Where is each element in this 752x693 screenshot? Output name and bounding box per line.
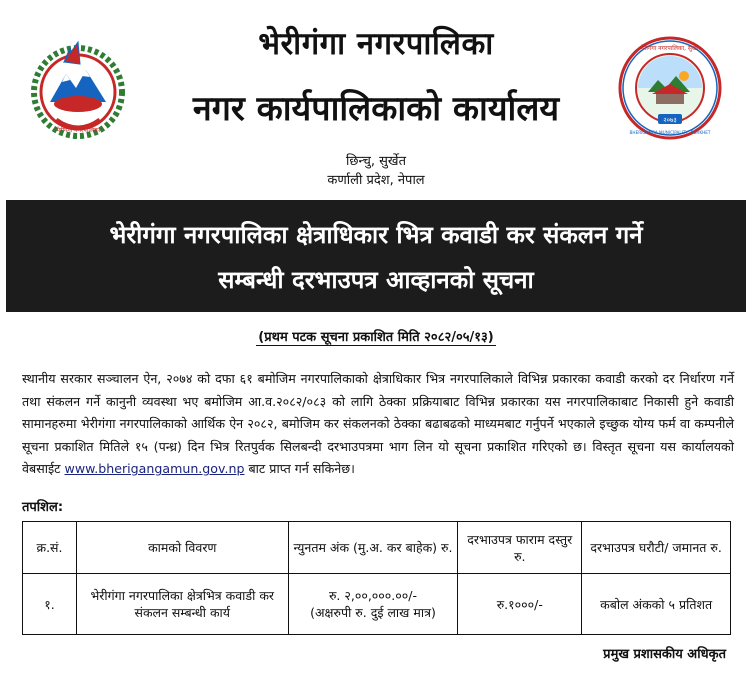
- col-header-sn: क्र.सं.: [23, 522, 77, 574]
- cell-deposit: कबोल अंकको ५ प्रतिशत: [582, 574, 731, 635]
- left-logo-text: भेरीगंगा नगरपालिका: [55, 127, 101, 134]
- signatory-title: प्रमुख प्रशासकीय अधिकृत: [603, 647, 726, 662]
- col-header-form-fee: दरभाउपत्र फाराम दस्तुर रु.: [458, 522, 582, 574]
- municipality-seal-icon: [618, 36, 722, 140]
- notice-title-banner: [6, 200, 746, 312]
- office-title: नगर कार्यपालिकाको कार्यालय: [192, 89, 560, 129]
- cell-min-amount: [288, 574, 458, 635]
- cell-sn: १.: [23, 574, 77, 635]
- cell-description: भेरीगंगा नगरपालिका क्षेत्रभित्र कवाडी कर संकलन सम्बन्धी कार्य: [76, 574, 288, 635]
- details-label: तपशिल:: [22, 500, 64, 515]
- paragraph-text-end: बाट प्राप्त गर्न सकिनेछ।: [248, 461, 355, 477]
- paragraph-text: स्थानीय सरकार सञ्चालन ऐन, २०७४ को दफा ६१ बमोजिम नगरपालिकाको क्षेत्राधिकार भित्र नगरपालिकाले विभिन्न प्रकारका कवाडी करको दर निर्धारण गर्ने तथा संकलन गर्ने कानुनी व्यवस्था भए बमोजिम आ.व.२०८२/०८३ को लागि ठेक्का प्रक्रियाबाट विभिन्न प्रकारका यस नगरपालिकाबाट निकासी हुने कवाडी सामानहरुमा भेरीगंगा नगरपालिकाको आर्थिक ऐन २०८२, बमोजिम कर संकलनको ठेक्का बढाबढको माध्यमबाट गर्नुपर्ने भएकाले इच्छुक योग्य फर्म वा कम्पनीले सूचना प्रकाशित मितिले १५ (पन्ध्र) दिन भित्र रितपुर्वक सिलबन्दी दरभाउपत्रमा भाग लिन यो सूचना प्रकाशित गरिएको छ। विस्तृत सूचना यस कार्यालयको वेबसाईट: [22, 371, 734, 477]
- banner-title-line-1: भेरीगंगा नगरपालिका क्षेत्राधिकार भित्र कवाडी कर संकलन गर्ने: [109, 221, 643, 249]
- cell-form-fee: रु.१०००/-: [458, 574, 582, 635]
- min-amount-figure: रु. २,००,०००.००/-: [328, 588, 418, 603]
- table-header-row: [23, 522, 731, 574]
- address-line-2: कर्णाली प्रदेश, नेपाल: [327, 173, 425, 188]
- seal-year: २०७३: [663, 116, 677, 124]
- publication-date-text: (प्रथम पटक सूचना प्रकाशित मिति २०८२/०५/१३): [258, 330, 494, 345]
- col-header-deposit: दरभाउपत्र घरौटी/ जमानत रु.: [582, 522, 731, 574]
- seal-top-text: भेरीगंगा नगरपालिका, सुर्खेत: [639, 45, 701, 52]
- col-header-description: कामको विवरण: [76, 522, 288, 574]
- seal-bottom-text: BHERIGANGA MUNICIPALITY, SURKHET: [629, 130, 711, 135]
- col-header-min-amount: न्युनतम अंक (मु.अ. कर बाहेक) रु.: [288, 522, 458, 574]
- website-link[interactable]: www.bherigangamun.gov.np: [64, 461, 245, 477]
- municipality-title: भेरीगंगा नगरपालिका: [258, 26, 494, 62]
- table-row: [23, 574, 731, 635]
- address-line-1: छिन्चु, सुर्खेत: [346, 154, 406, 169]
- letterhead: [0, 0, 752, 200]
- publication-date: [0, 327, 752, 345]
- notice-body-paragraph: [22, 368, 734, 481]
- min-amount-words: (अक्षरुपी रु. दुई लाख मात्र): [310, 605, 436, 620]
- tender-details-table: [22, 521, 731, 635]
- banner-title-line-2: सम्बन्धी दरभाउपत्र आव्हानको सूचना: [218, 266, 534, 294]
